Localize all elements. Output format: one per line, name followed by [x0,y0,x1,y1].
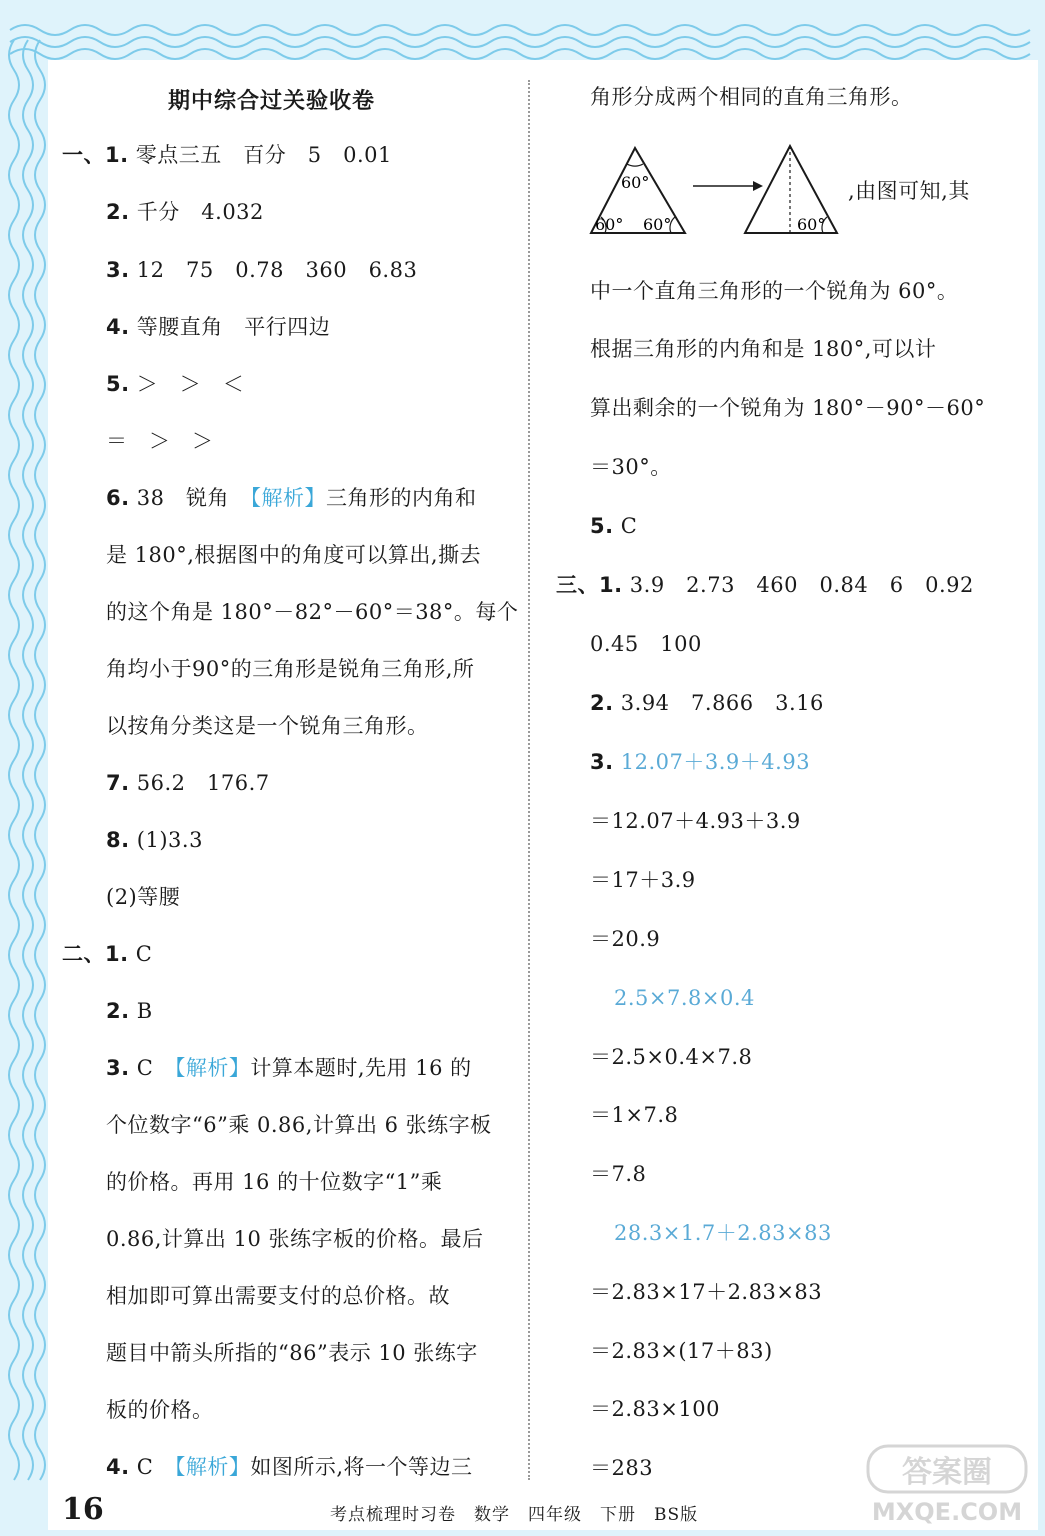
calc-step: ＝2.83×(17＋83) [590,1339,773,1363]
section-3-q1-row2: 0.45 100 [590,632,702,656]
q4-explanation-line: 根据三角形的内角和是 180°,可以计 [590,337,937,361]
section-1-q4: 4. 等腰直角 平行四边 [106,315,331,339]
svg-text:MXQE.COM: MXQE.COM [871,1498,1023,1526]
q3-explanation-line: 0.86,计算出 10 张练字板的价格。最后 [106,1227,484,1251]
calc-step: ＝17＋3.9 [590,868,696,892]
section-2-q2: 2. B [106,999,153,1023]
section-1-q6: 6. 38 锐角 【解析】三角形的内角和 [106,486,477,510]
q6-explanation-line: 以按角分类这是一个锐角三角形。 [106,714,429,738]
calc-step: ＝1×7.8 [590,1103,679,1127]
section-1-q5-row2: ＝ ＞ ＞ [106,429,214,453]
footer-text: 考点梳理时习卷 数学 四年级 下册 BS版 [330,1505,699,1525]
calc-step: ＝283 [590,1456,654,1480]
section-1-q7: 7. 56.2 176.7 [106,771,270,795]
q6-explanation-line: 角均小于90°的三角形是锐角三角形,所 [106,657,475,681]
q4-explanation-line: ＝30°。 [590,455,672,479]
section-3-q3: 3. 12.07＋3.9＋4.93 [590,750,811,774]
calc-step: ＝2.83×17＋2.83×83 [590,1280,823,1304]
section-2-q3: 3. C 【解析】计算本题时,先用 16 的 [106,1056,472,1080]
q6-explanation-line: 的这个角是 180°－82°－60°＝38°。每个 [106,600,519,624]
jiexi-label: 【解析】 [174,1056,251,1080]
figure-caption-text: ,由图可知,其 [848,179,970,203]
jiexi-label: 【解析】 [250,486,327,510]
jiexi-label: 【解析】 [174,1455,251,1479]
q6-explanation-line: 是 180°,根据图中的角度可以算出,撕去 [106,543,482,567]
calc-step: ＝12.07＋4.93＋3.9 [590,809,801,833]
q4-explanation-line: 中一个直角三角形的一个锐角为 60°。 [590,279,959,303]
q3-explanation-line: 相加即可算出需要支付的总价格。故 [106,1284,450,1308]
q4-explanation-line: 算出剩余的一个锐角为 180°－90°－60° [590,396,986,420]
calc-step: ＝2.5×0.4×7.8 [590,1045,753,1069]
q3-explanation-line: 题目中箭头所指的“86”表示 10 张练字 [106,1341,478,1365]
section-1-q8: 8. (1)3.3 [106,828,203,852]
section-3-q2: 2. 3.94 7.866 3.16 [590,691,824,715]
section-1-q8-part2: (2)等腰 [106,885,181,909]
section-1-q2: 2. 千分 4.032 [106,200,264,224]
section-3-q1: 三、1. 3.9 2.73 460 0.84 6 0.92 [556,573,974,597]
calc-step: ＝20.9 [590,927,661,951]
q3-explanation-line: 的价格。再用 16 的十位数字“1”乘 [106,1170,443,1194]
section-2-q1: 二、1. C [62,942,153,966]
page-number: 16 [62,1492,104,1527]
angle-label-top: 60° [621,173,650,192]
q3-explanation-line: 个位数字“6”乘 0.86,计算出 6 张练字板 [106,1113,492,1137]
page-title: 期中综合过关验收卷 [168,89,376,114]
calc-step: ＝7.8 [590,1162,647,1186]
section-2-q4: 4. C 【解析】如图所示,将一个等边三 [106,1455,473,1479]
section-1-q5: 5. ＞ ＞ ＜ [106,372,245,396]
section-2-q5: 5. C [590,514,638,538]
q3-explanation-line: 板的价格。 [106,1398,214,1422]
angle-label-bottom-left: 60° [595,215,624,234]
column-divider [528,80,530,1480]
triangle-figure [585,140,855,240]
calc-expression: 2.5×7.8×0.4 [614,986,755,1010]
section-1-q1: 一、1. 零点三五 百分 5 0.01 [62,143,392,167]
calc-step: ＝2.83×100 [590,1397,720,1421]
angle-label-right-triangle: 60° [797,215,826,234]
section-1-q3: 3. 12 75 0.78 360 6.83 [106,258,418,282]
svg-text:答案圈: 答案圈 [902,1455,992,1490]
q4-explanation-line: 角形分成两个相同的直角三角形。 [590,85,913,109]
calc-expression: 28.3×1.7＋2.83×83 [614,1221,832,1245]
angle-label-bottom-right: 60° [643,215,672,234]
watermark-logo [862,1440,1032,1530]
